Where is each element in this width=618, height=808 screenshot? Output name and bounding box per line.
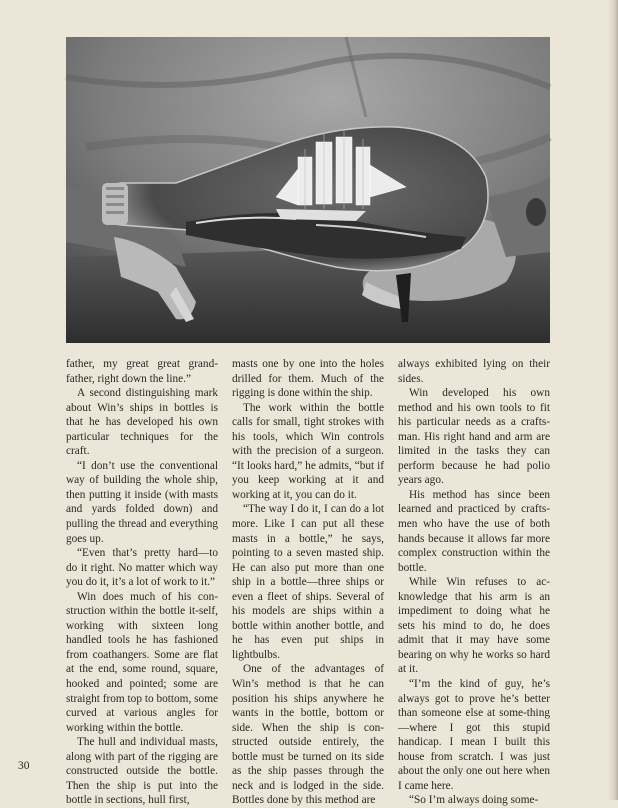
paragraph: “I’m the kind of guy, he’s always got to prove he’s better than someone else at some-thing—where I got this stupid handicap. I mean I built this house from scratch. I was just about the only one out here when I came here. <box>398 678 550 792</box>
page-number: 30 <box>18 760 30 772</box>
text-column-3 <box>398 357 550 807</box>
paragraph: father, my great great grand-father, right down the line.” <box>66 358 218 385</box>
paragraph: always exhibited lying on their sides. <box>398 358 550 385</box>
paragraph: A second distinguishing mark about Win’s ships in bottles is that he has developed his own particular techniques for the craft. <box>66 387 218 458</box>
text-column-1 <box>66 357 218 807</box>
paragraph: Win does much of his con-struction within the bottle it-self, working with sixteen long handled tools he has fashioned from coathangers. Some are flat at the end, some round, square, hooked and pointed; some are straight from top to bottom, some curved at various angles for working within the bottle. <box>66 590 218 734</box>
paragraph: “The way I do it, I can do a lot more. Like I can put all these masts in a bottle,” he says, pointing to a seven masted ship. He can also put more than one ship in a bottle—three ships or even a fleet of ships. Several of his models are ships within a bottle within another bottle, and he has even put ships in lightbulbs. <box>232 503 384 661</box>
paragraph: His method has since been learned and practiced by crafts-men who have the use of both hands because it allows far more complex construction within the bottle. <box>398 488 550 574</box>
paragraph: “So I’m always doing some- <box>409 794 539 807</box>
article-columns <box>66 357 550 807</box>
paragraph: “I don’t use the conventional way of building the whole ship, then putting it inside (with masts and yards folded down) and pulling the thread and everything goes up. <box>66 459 218 545</box>
paragraph: While Win refuses to ac-knowledge that his arm is an impediment to doing what he sets his mind to do, he does admit that it may have some bearing on why he works so hard at it. <box>398 576 550 676</box>
paragraph: The work within the bottle calls for small, tight strokes with his tools, which Win controls with the precision of a surgeon. “It looks hard,” he admits, “but if you keep working at it and working at it, you can do it. <box>232 401 384 501</box>
paragraph: masts one by one into the holes drilled for them. Much of the rigging is done within the ship. <box>232 358 384 400</box>
paragraph: One of the advantages of Win’s method is that he can position his ships anywhere he wants in the bottle, bottom or side. When the ship is con-structed outside entirely, the bottle must be turned on its side as the ship passes through the neck and is lodged in the side. Bottles done by this method are <box>232 663 384 807</box>
page-edge <box>608 0 618 800</box>
paragraph: Win developed his own method and his own tools to fit his particular needs as a crafts-man. His right hand and arm are limited in the tasks they can perform because he had polio years ago. <box>398 387 550 487</box>
paragraph: “Even that’s pretty hard—to do it right. No matter which way you do it, it’s a lot of work to it.” <box>66 547 218 589</box>
ship-in-bottle-photo-icon <box>66 37 550 343</box>
ship-in-bottle-photo <box>66 37 550 343</box>
text-column-2 <box>232 357 384 807</box>
paragraph: The hull and individual masts, along with part of the rigging are constructed outside the bottle. Then the ship is put into the bottle in sections, hull first, <box>66 736 218 807</box>
